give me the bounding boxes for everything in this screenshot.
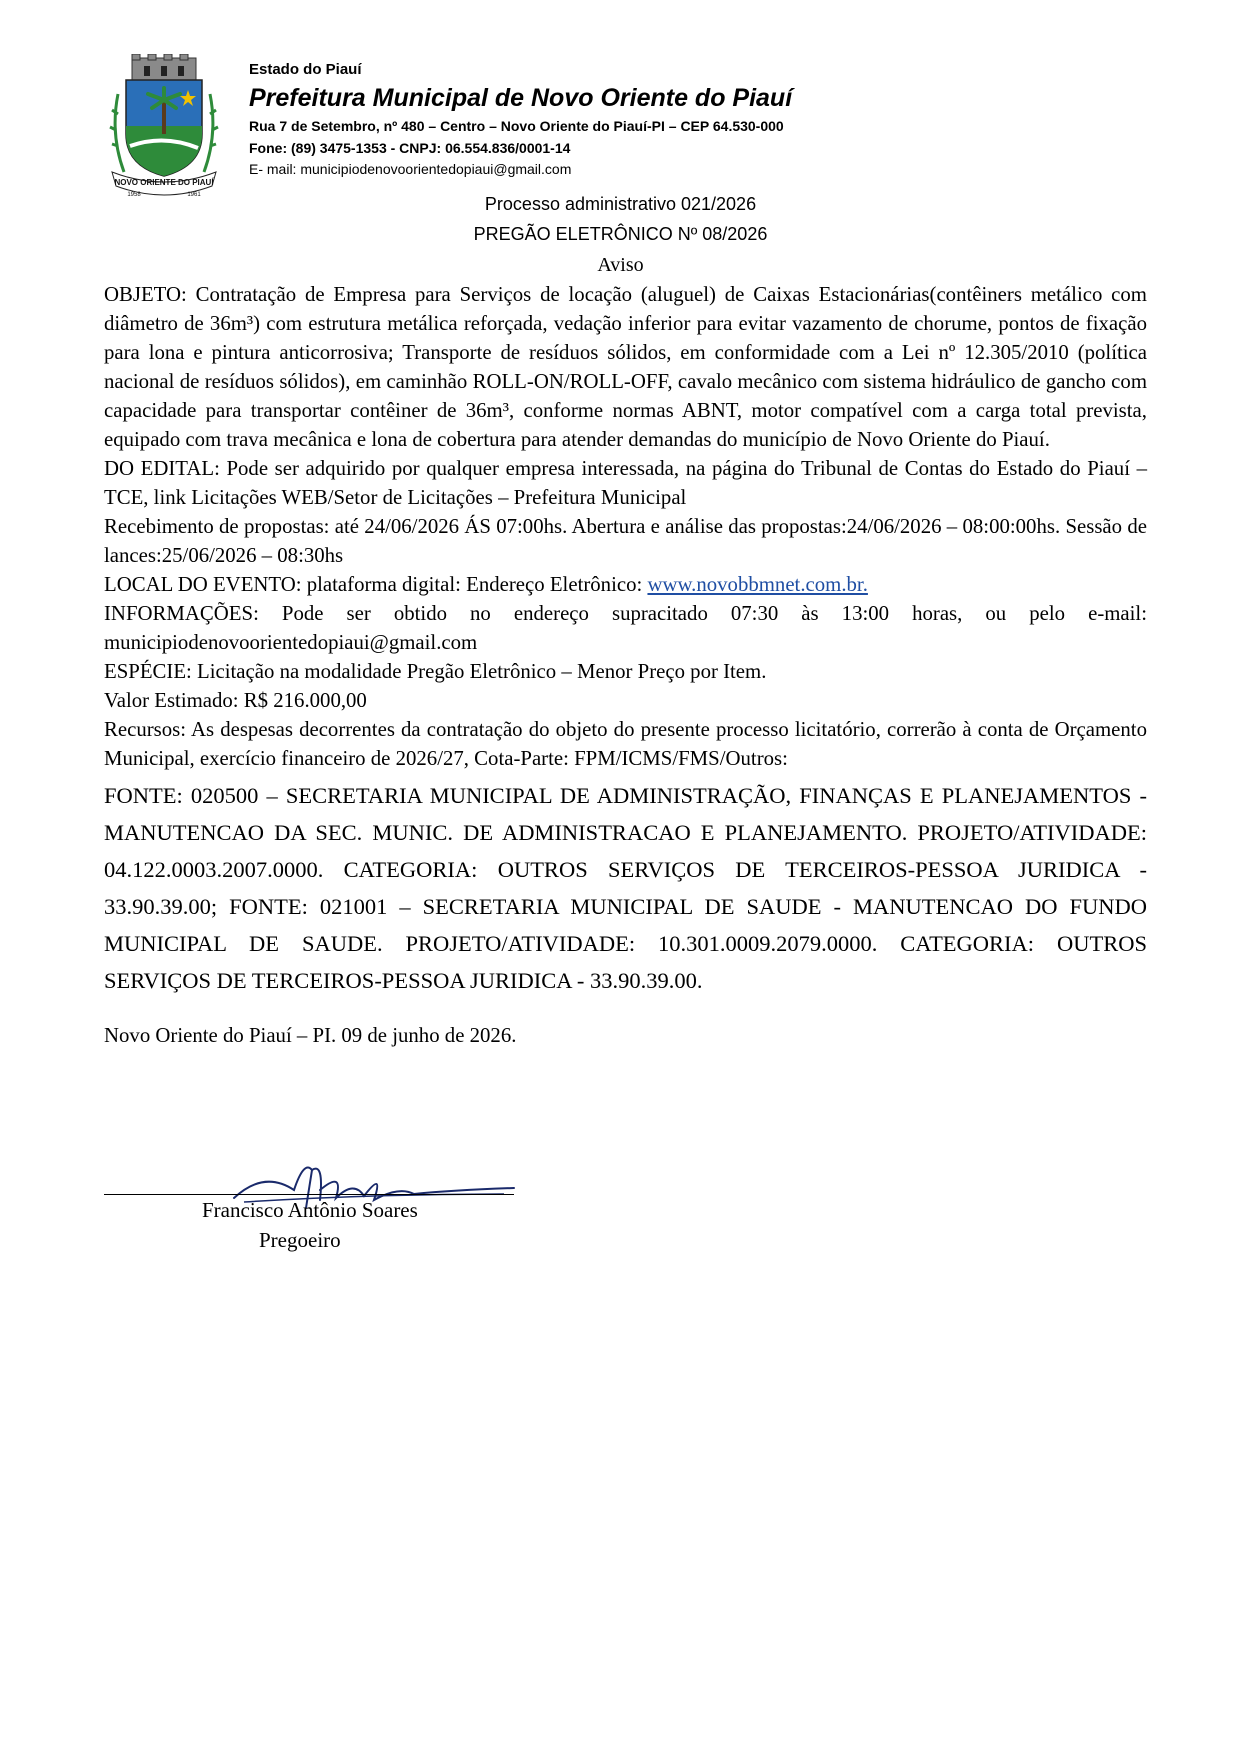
email-line: E- mail: municipiodenovoorientedopiaui@gmail.com (249, 161, 572, 177)
prefeitura-name: Prefeitura Municipal de Novo Oriente do Piauí (249, 84, 793, 112)
valor-paragraph: Valor Estimado: R$ 216.000,00 (104, 689, 367, 712)
fonte-paragraph: FONTE: 020500 – SECRETARIA MUNICIPAL DE ADMINISTRAÇÃO, FINANÇAS E PLANEJAMENTOS - MANUTENCAO DA SEC. MUNIC. DE ADMINISTRACAO E PLANEJAMENTO. PROJETO/ATIVIDADE: 04.122.0003.2007.0000. CATEGORIA: OUTROS SERVIÇOS DE TERCEIROS-PESSOA JURIDICA - 33.90.39.00; FONTE: 021001 – SECRETARIA MUNICIPAL DE SAUDE - MANUTENCAO DO FUNDO MUNICIPAL DE SAUDE. PROJETO/ATIVIDADE: 10.301.0009.2079.0000. CATEGORIA: OUTROS SERVIÇOS DE TERCEIROS-PESSOA JURIDICA - 33.90.39.00. (104, 783, 1147, 993)
phone-cnpj-line: Fone: (89) 3475-1353 - CNPJ: 06.554.836/0001-14 (249, 140, 571, 156)
local-label: LOCAL DO EVENTO: plataforma digital: Endereço Eletrônico: (104, 573, 648, 596)
local-paragraph (104, 570, 1147, 599)
svg-text:1961: 1961 (187, 192, 201, 198)
especie-paragraph: ESPÉCIE: Licitação na modalidade Pregão Eletrônico – Menor Preço por Item. (104, 660, 767, 683)
signer-role: Pregoeiro (259, 1228, 341, 1252)
signature-line (104, 1194, 514, 1195)
objeto-paragraph: OBJETO: Contratação de Empresa para Serviços de locação (aluguel) de Caixas Estacionárias(contêiners metálico com diâmetro de 36m³) com estrutura metálica reforçada, vedação inferior para evitar vazamento de chorume, pontos de fixação para lona e pintura anticorrosiva; Transporte de resíduos sólidos, em conformidade com a Lei nº 12.305/2010 (política nacional de resíduos sólidos), em caminhão ROLL-ON/ROLL-OFF, cavalo mecânico com sistema hidráulico de gancho com capacidade para transportar contêiner de 36m³, conforme normas ABNT, motor compatível com a carga total prevista, equipado com trava mecânica e lona de cobertura para atender demandas do município de Novo Oriente do Piauí. (104, 283, 1147, 451)
processo-title: Processo administrativo 021/2026 (484, 194, 757, 214)
state-name: Estado do Piauí (249, 61, 362, 78)
letterhead (249, 60, 1149, 179)
recebimento-paragraph: Recebimento de propostas: até 24/06/2026 ÁS 07:00hs. Abertura e análise das propostas:24/06/2026 – 08:00:00hs. Sessão de lances:25/06/2026 – 08:30hs (104, 515, 1147, 567)
notice-body (104, 280, 1147, 1050)
event-website-link[interactable]: www.novobbmnet.com.br. (647, 573, 868, 596)
aviso-title: Aviso (597, 254, 644, 276)
signature-block (104, 1150, 524, 1270)
edital-paragraph: DO EDITAL: Pode ser adquirido por qualquer empresa interessada, na página do Tribunal de Contas do Estado do Piauí – TCE, link Licitações WEB/Setor de Licitações – Prefeitura Municipal (104, 457, 1147, 509)
date-line: Novo Oriente do Piauí – PI. 09 de junho de 2026. (104, 1024, 517, 1047)
informacoes-paragraph: INFORMAÇÕES: Pode ser obtido no endereço supracitado 07:30 às 13:00 horas, ou pelo e-mail: municipiodenovoorientedopiaui@gmail.com (104, 602, 1147, 654)
svg-text:1958: 1958 (127, 192, 141, 198)
pregao-title: PREGÃO ELETRÔNICO Nº 08/2026 (473, 224, 768, 244)
recursos-paragraph: Recursos: As despesas decorrentes da contratação do objeto do presente processo licitatório, correrão à conta de Orçamento Municipal, exercício financeiro de 2026/27, Cota-Parte: FPM/ICMS/FMS/Outros: (104, 718, 1147, 770)
address-line: Rua 7 de Setembro, nº 480 – Centro – Novo Oriente do Piauí-PI – CEP 64.530-000 (249, 118, 784, 134)
signer-name: Francisco Antônio Soares (202, 1198, 418, 1222)
municipal-seal (108, 54, 220, 204)
svg-text:NOVO ORIENTE DO PIAUÍ: NOVO ORIENTE DO PIAUÍ (114, 178, 214, 187)
